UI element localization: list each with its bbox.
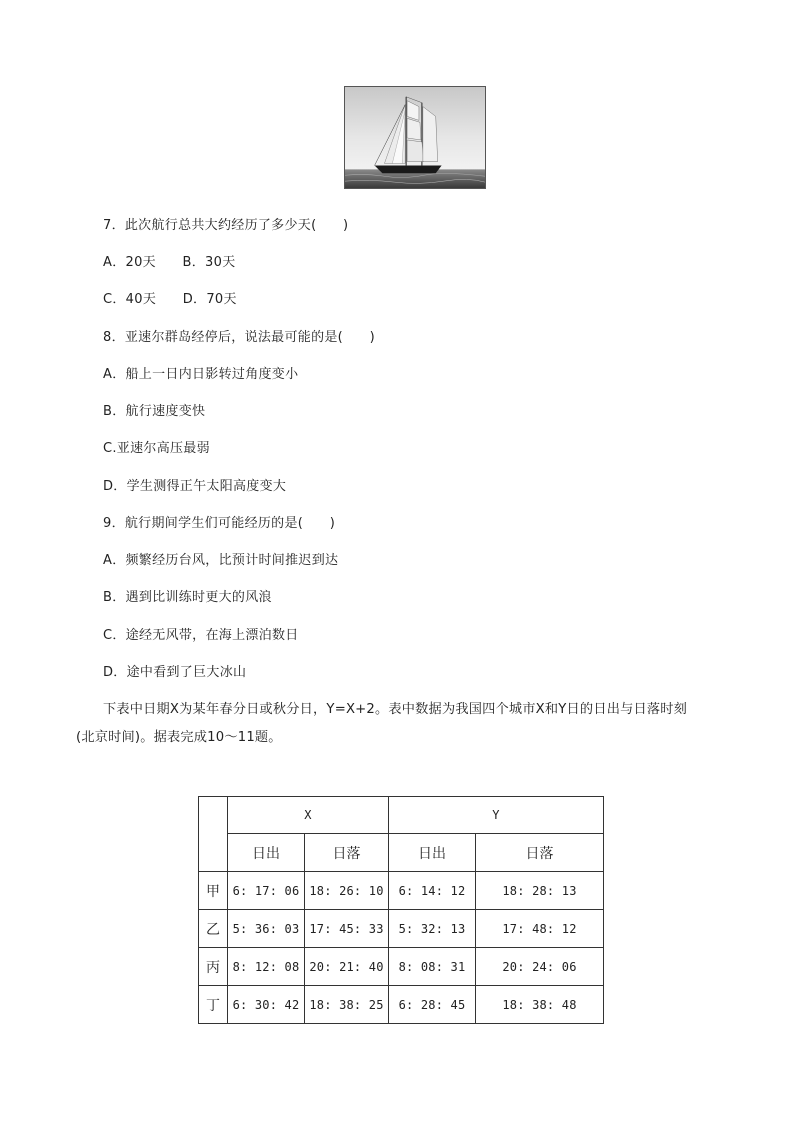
intro-line-1: 下表中日期X为某年春分日或秋分日，Y=X+2。表中数据为我国四个城市X和Y日的日出与日落时刻: [103, 702, 688, 717]
subheader-x-sunrise: 日出: [228, 834, 305, 872]
table-row: [199, 948, 604, 986]
question-9-option-c: C．途经无风带，在海上漂泊数日: [103, 628, 299, 643]
cell-x-sunset: 18: 38: 25: [305, 986, 389, 1024]
table-row: [199, 910, 604, 948]
table-intro-paragraph: [76, 701, 753, 747]
subheader-y-sunset: 日落: [476, 834, 604, 872]
question-9-stem: 9．航行期间学生们可能经历的是( ): [103, 516, 336, 531]
table-row: [199, 986, 604, 1024]
question-8-option-a: A．船上一日内日影转过角度变小: [103, 367, 299, 382]
question-8-option-c: C.亚速尔高压最弱: [103, 441, 210, 456]
question-9-option-d: D．途中看到了巨大冰山: [103, 665, 247, 680]
cell-y-sunrise: 6: 14: 12: [389, 872, 476, 910]
cell-y-sunrise: 5: 32: 13: [389, 910, 476, 948]
header-y: Y: [389, 797, 604, 834]
cell-x-sunset: 20: 21: 40: [305, 948, 389, 986]
subheader-y-sunrise: 日出: [389, 834, 476, 872]
question-8-option-b: B．航行速度变快: [103, 404, 206, 419]
table-row: [199, 872, 604, 910]
cell-x-sunrise: 6: 17: 06: [228, 872, 305, 910]
cell-y-sunrise: 8: 08: 31: [389, 948, 476, 986]
table-corner-cell: [199, 797, 228, 872]
cell-x-sunset: 17: 45: 33: [305, 910, 389, 948]
row-city-label: 丙: [199, 948, 228, 986]
intro-line-2: (北京时间)。据表完成10～11题。: [76, 730, 282, 745]
sailing-ship-image: [345, 87, 485, 188]
cell-y-sunset: 18: 38: 48: [476, 986, 604, 1024]
cell-x-sunrise: 8: 12: 08: [228, 948, 305, 986]
row-city-label: 丁: [199, 986, 228, 1024]
cell-x-sunrise: 5: 36: 03: [228, 910, 305, 948]
header-x: X: [228, 797, 389, 834]
question-7-stem: 7．此次航行总共大约经历了多少天( ): [103, 218, 349, 233]
question-7-options-ab: A．20天 B．30天: [103, 255, 236, 270]
cell-x-sunrise: 6: 30: 42: [228, 986, 305, 1024]
sailing-ship-photo: [344, 86, 486, 189]
question-7-options-cd: C．40天 D．70天: [103, 292, 237, 307]
table-subheader-row: [199, 834, 604, 872]
subheader-x-sunset: 日落: [305, 834, 389, 872]
cell-y-sunset: 18: 28: 13: [476, 872, 604, 910]
cell-y-sunset: 17: 48: 12: [476, 910, 604, 948]
sunrise-sunset-table: [198, 796, 604, 1024]
row-city-label: 甲: [199, 872, 228, 910]
question-8-option-d: D．学生测得正午太阳高度变大: [103, 479, 287, 494]
table-header-row: [199, 797, 604, 834]
cell-x-sunset: 18: 26: 10: [305, 872, 389, 910]
cell-y-sunrise: 6: 28: 45: [389, 986, 476, 1024]
question-9-option-a: A．频繁经历台风，比预计时间推迟到达: [103, 553, 339, 568]
question-9-option-b: B．遇到比训练时更大的风浪: [103, 590, 272, 605]
cell-y-sunset: 20: 24: 06: [476, 948, 604, 986]
row-city-label: 乙: [199, 910, 228, 948]
question-8-stem: 8．亚速尔群岛经停后，说法最可能的是( ): [103, 330, 376, 345]
